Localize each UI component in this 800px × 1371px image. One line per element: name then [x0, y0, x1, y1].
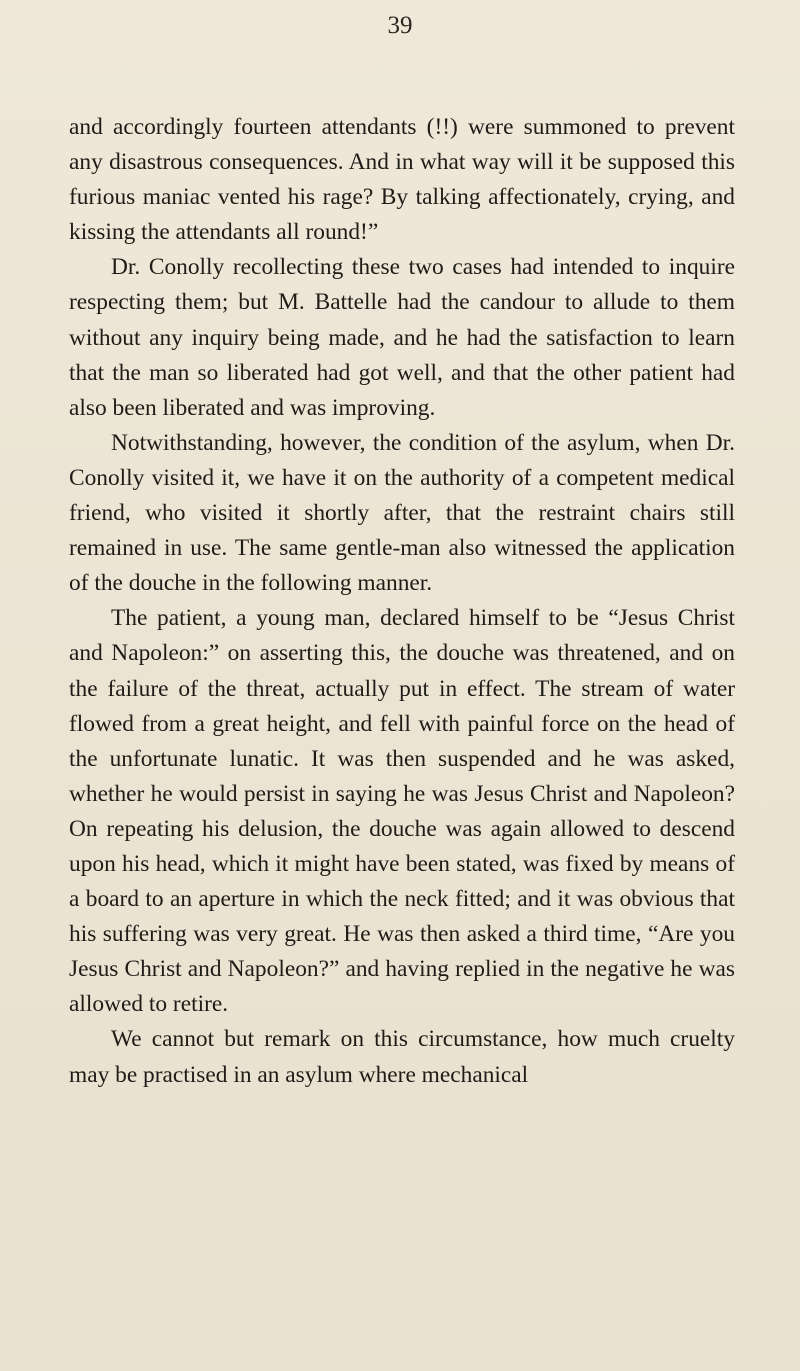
- paragraph-notwithstanding: Notwithstanding, however, the condition of the asylum, when Dr. Conolly visited it, we have it on the authority of a competent medical friend, who visited it shortly after, that the restraint chairs still remained in use. The same gentle-man also witnessed the application of the douche in the following manner.: [69, 429, 735, 597]
- paragraph-patient-douche: The patient, a young man, declared himself to be “Jesus Christ and Napoleon:” on asserting this, the douche was threatened, and on the failure of the threat, actually put in effect. The stream of water flowed from a great height, and fell with painful force on the head of the unfortunate lunatic. It was then suspended and he was asked, whether he would persist in saying he was Jesus Christ and Napoleon? On repeating his delusion, the douche was again allowed to descend upon his head, which it might have been stated, was fixed by means of a board to an aperture in which the neck fitted; and it was obvious that his suffering was very great. He was then asked a third time, “Are you Jesus Christ and Napoleon?” and having replied in the negative he was allowed to retire.: [69, 605, 735, 1018]
- paragraph-conolly-recollecting: Dr. Conolly recollecting these two cases had intended to inquire respecting them; but M. Battelle had the candour to allude to them without any inquiry being made, and he had the satisfaction to learn that the man so liberated had got well, and that the other patient had also been liberated and was improving.: [69, 254, 735, 421]
- body-text: [69, 110, 735, 1093]
- paragraph-cruelty-remark: We cannot but remark on this circumstance, how much cruelty may be practised in an asylum where mechanical: [69, 1026, 735, 1088]
- page-number: 39: [387, 12, 413, 39]
- paragraph-continuation: and accordingly fourteen attendants (!!) were summoned to prevent any disastrous consequences. And in what way will it be supposed this furious maniac vented his rage? By talking affectionately, crying, and kissing the attendants all round!”: [69, 114, 735, 246]
